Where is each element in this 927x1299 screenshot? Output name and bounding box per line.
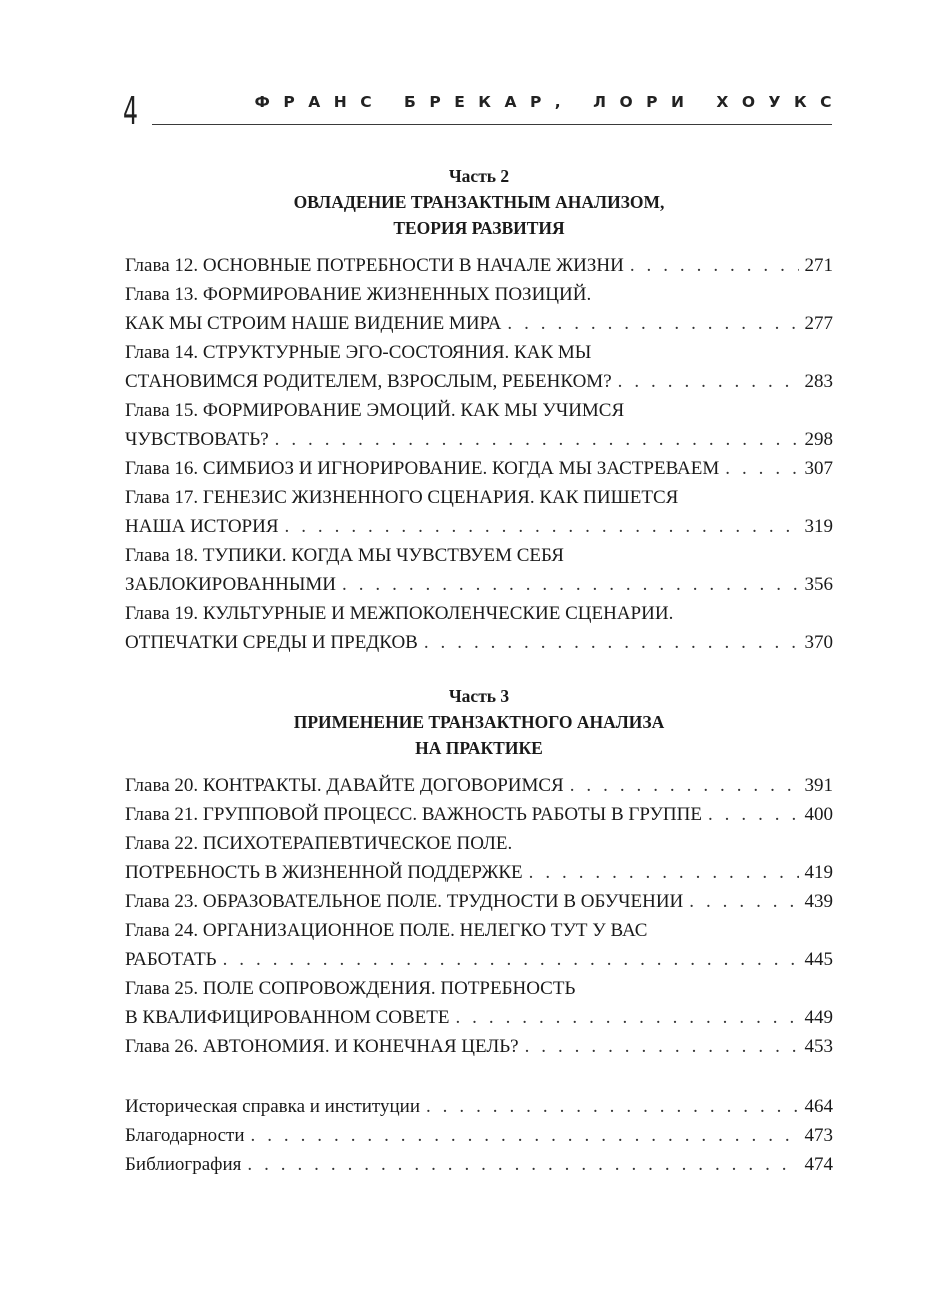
toc-entry-line bbox=[125, 945, 833, 974]
toc-entry-line bbox=[125, 280, 833, 309]
toc-page-number: 439 bbox=[804, 891, 833, 912]
toc-entry-line bbox=[125, 628, 833, 657]
toc-entry-text: Глава 22. ПСИХОТЕРАПЕВТИЧЕСКОЕ ПОЛЕ. bbox=[125, 833, 513, 854]
toc-entry-text: РАБОТАТЬ bbox=[125, 949, 217, 970]
toc-page-number: 307 bbox=[804, 458, 833, 479]
toc-entry-line bbox=[125, 454, 833, 483]
toc-entry-text: Глава 16. СИМБИОЗ И ИГНОРИРОВАНИЕ. КОГДА МЫ ЗАСТРЕВАЕМ bbox=[125, 458, 720, 479]
toc-entry-text: ОТПЕЧАТКИ СРЕДЫ И ПРЕДКОВ bbox=[125, 632, 418, 653]
toc-entry bbox=[125, 829, 833, 887]
toc-page-number: 283 bbox=[804, 371, 833, 392]
dot-leader bbox=[618, 367, 799, 396]
toc-entry-text: Глава 17. ГЕНЕЗИС ЖИЗНЕННОГО СЦЕНАРИЯ. КАК ПИШЕТСЯ bbox=[125, 487, 679, 508]
toc-entry-text: В КВАЛИФИЦИРОВАННОМ СОВЕТЕ bbox=[125, 1007, 450, 1028]
toc-entry-line bbox=[125, 829, 833, 858]
toc-entry-text: Глава 21. ГРУППОВОЙ ПРОЦЕСС. ВАЖНОСТЬ РАБОТЫ В ГРУППЕ bbox=[125, 804, 702, 825]
toc-entry-line bbox=[125, 1121, 833, 1150]
toc-entry-line bbox=[125, 338, 833, 367]
toc-back-matter bbox=[125, 1092, 833, 1179]
toc-entry-line bbox=[125, 1032, 833, 1061]
dot-leader bbox=[455, 1003, 798, 1032]
part-title-line: ТЕОРИЯ РАЗВИТИЯ bbox=[393, 218, 565, 238]
toc-entry-text: ЗАБЛОКИРОВАННЫМИ bbox=[125, 574, 337, 595]
toc-entry-line bbox=[125, 771, 833, 800]
toc-entry bbox=[125, 1150, 833, 1179]
toc-entry-line bbox=[125, 1150, 833, 1179]
toc-entry-text: Историческая справка и институции bbox=[125, 1096, 420, 1117]
toc-entry-line bbox=[125, 570, 833, 599]
toc-entry-line bbox=[125, 887, 833, 916]
dot-leader bbox=[275, 425, 799, 454]
dot-leader bbox=[689, 887, 798, 916]
toc-entry bbox=[125, 280, 833, 338]
toc-entry-text: Глава 24. ОРГАНИЗАЦИОННОЕ ПОЛЕ. НЕЛЕГКО ТУТ У ВАС bbox=[125, 920, 648, 941]
part-label: Часть 2 bbox=[448, 166, 510, 186]
toc-entry-line bbox=[125, 1092, 833, 1121]
toc-entry-line bbox=[125, 800, 833, 829]
toc-page-number: 319 bbox=[804, 516, 833, 537]
dot-leader bbox=[507, 309, 798, 338]
dot-leader bbox=[251, 1121, 799, 1150]
part-title-line: ОВЛАДЕНИЕ ТРАНЗАКТНЫМ АНАЛИЗОМ, bbox=[293, 192, 665, 212]
toc-entry-line bbox=[125, 1003, 833, 1032]
toc-entry-text: Глава 15. ФОРМИРОВАНИЕ ЭМОЦИЙ. КАК МЫ УЧИМСЯ bbox=[125, 400, 625, 421]
toc-entry-line bbox=[125, 858, 833, 887]
toc-entry-line bbox=[125, 974, 833, 1003]
toc-entry bbox=[125, 338, 833, 396]
toc-entry-text: НАША ИСТОРИЯ bbox=[125, 516, 279, 537]
toc-entry bbox=[125, 599, 833, 657]
toc-entry-line bbox=[125, 599, 833, 628]
toc-entry bbox=[125, 800, 833, 829]
toc-entry-line bbox=[125, 916, 833, 945]
toc-page-number: 453 bbox=[804, 1036, 833, 1057]
toc-page-number: 464 bbox=[804, 1096, 833, 1117]
toc-page-number: 473 bbox=[804, 1125, 833, 1146]
dot-leader bbox=[708, 800, 799, 829]
part-title-line: ПРИМЕНЕНИЕ ТРАНЗАКТНОГО АНАЛИЗА bbox=[293, 712, 665, 732]
part-heading bbox=[125, 683, 833, 761]
toc-page-number: 445 bbox=[804, 949, 833, 970]
toc-entry bbox=[125, 1092, 833, 1121]
toc-entry-text: Глава 12. ОСНОВНЫЕ ПОТРЕБНОСТИ В НАЧАЛЕ ЖИЗНИ bbox=[125, 255, 624, 276]
part-heading bbox=[125, 163, 833, 241]
page-number: 4 bbox=[123, 89, 138, 133]
toc-entry-line bbox=[125, 425, 833, 454]
dot-leader bbox=[223, 945, 799, 974]
part-title-line: НА ПРАКТИКЕ bbox=[415, 738, 543, 758]
toc-entry bbox=[125, 541, 833, 599]
toc-entry bbox=[125, 771, 833, 800]
toc-entry bbox=[125, 887, 833, 916]
toc-entry bbox=[125, 1032, 833, 1061]
toc-entry bbox=[125, 1121, 833, 1150]
toc-entry-text: Глава 26. АВТОНОМИЯ. И КОНЕЧНАЯ ЦЕЛЬ? bbox=[125, 1036, 519, 1057]
dot-leader bbox=[525, 1032, 799, 1061]
toc-entry-text: КАК МЫ СТРОИМ НАШЕ ВИДЕНИЕ МИРА bbox=[125, 313, 502, 334]
toc-entry-text: Благодарности bbox=[125, 1125, 245, 1146]
running-head: ФРАНС БРЕКАР, ЛОРИ ХОУКС bbox=[254, 93, 845, 111]
toc-page-number: 474 bbox=[804, 1154, 833, 1175]
toc-entry-line bbox=[125, 367, 833, 396]
toc-entry bbox=[125, 483, 833, 541]
toc-entry-text: Глава 18. ТУПИКИ. КОГДА МЫ ЧУВСТВУЕМ СЕБЯ bbox=[125, 545, 564, 566]
dot-leader bbox=[725, 454, 798, 483]
toc-entry bbox=[125, 916, 833, 974]
dot-leader bbox=[424, 628, 799, 657]
toc-entry bbox=[125, 974, 833, 1032]
dot-leader bbox=[285, 512, 799, 541]
header-rule bbox=[152, 124, 832, 125]
dot-leader bbox=[342, 570, 798, 599]
toc-entry-line bbox=[125, 309, 833, 338]
toc-page-number: 298 bbox=[804, 429, 833, 450]
toc-page-number: 370 bbox=[804, 632, 833, 653]
toc-entry-text: СТАНОВИМСЯ РОДИТЕЛЕМ, ВЗРОСЛЫМ, РЕБЕНКОМ? bbox=[125, 371, 612, 392]
toc-page-number: 391 bbox=[804, 775, 833, 796]
toc-page-number: 277 bbox=[804, 313, 833, 334]
toc-entry bbox=[125, 454, 833, 483]
toc-entry-text: ЧУВСТВОВАТЬ? bbox=[125, 429, 269, 450]
dot-leader bbox=[426, 1092, 799, 1121]
dot-leader bbox=[247, 1150, 798, 1179]
toc-entry-line bbox=[125, 541, 833, 570]
toc-part-3 bbox=[125, 683, 833, 1061]
toc-page-number: 356 bbox=[804, 574, 833, 595]
dot-leader bbox=[529, 858, 799, 887]
toc-page-number: 400 bbox=[804, 804, 833, 825]
toc-entry bbox=[125, 396, 833, 454]
toc-page-number: 419 bbox=[804, 862, 833, 883]
toc-entry-line bbox=[125, 251, 833, 280]
toc-entry-text: Глава 23. ОБРАЗОВАТЕЛЬНОЕ ПОЛЕ. ТРУДНОСТИ В ОБУЧЕНИИ bbox=[125, 891, 684, 912]
toc-entry-text: Глава 20. КОНТРАКТЫ. ДАВАЙТЕ ДОГОВОРИМСЯ bbox=[125, 775, 564, 796]
toc-entry-line bbox=[125, 396, 833, 425]
part-label: Часть 3 bbox=[448, 686, 510, 706]
toc-entry-text: Глава 13. ФОРМИРОВАНИЕ ЖИЗНЕННЫХ ПОЗИЦИЙ. bbox=[125, 284, 592, 305]
dot-leader bbox=[630, 251, 799, 280]
toc-entry-text: Библиография bbox=[125, 1154, 242, 1175]
toc-entry-text: Глава 25. ПОЛЕ СОПРОВОЖДЕНИЯ. ПОТРЕБНОСТЬ bbox=[125, 978, 576, 999]
toc-page-number: 271 bbox=[804, 255, 833, 276]
toc-entry-text: ПОТРЕБНОСТЬ В ЖИЗНЕННОЙ ПОДДЕРЖКЕ bbox=[125, 862, 523, 883]
toc-entry-text: Глава 19. КУЛЬТУРНЫЕ И МЕЖПОКОЛЕНЧЕСКИЕ СЦЕНАРИИ. bbox=[125, 603, 674, 624]
toc-part-2 bbox=[125, 163, 833, 657]
toc-entry bbox=[125, 251, 833, 280]
toc-page-number: 449 bbox=[804, 1007, 833, 1028]
toc-entry-line bbox=[125, 483, 833, 512]
toc-entry-line bbox=[125, 512, 833, 541]
dot-leader bbox=[570, 771, 799, 800]
toc-entry-text: Глава 14. СТРУКТУРНЫЕ ЭГО-СОСТОЯНИЯ. КАК МЫ bbox=[125, 342, 592, 363]
